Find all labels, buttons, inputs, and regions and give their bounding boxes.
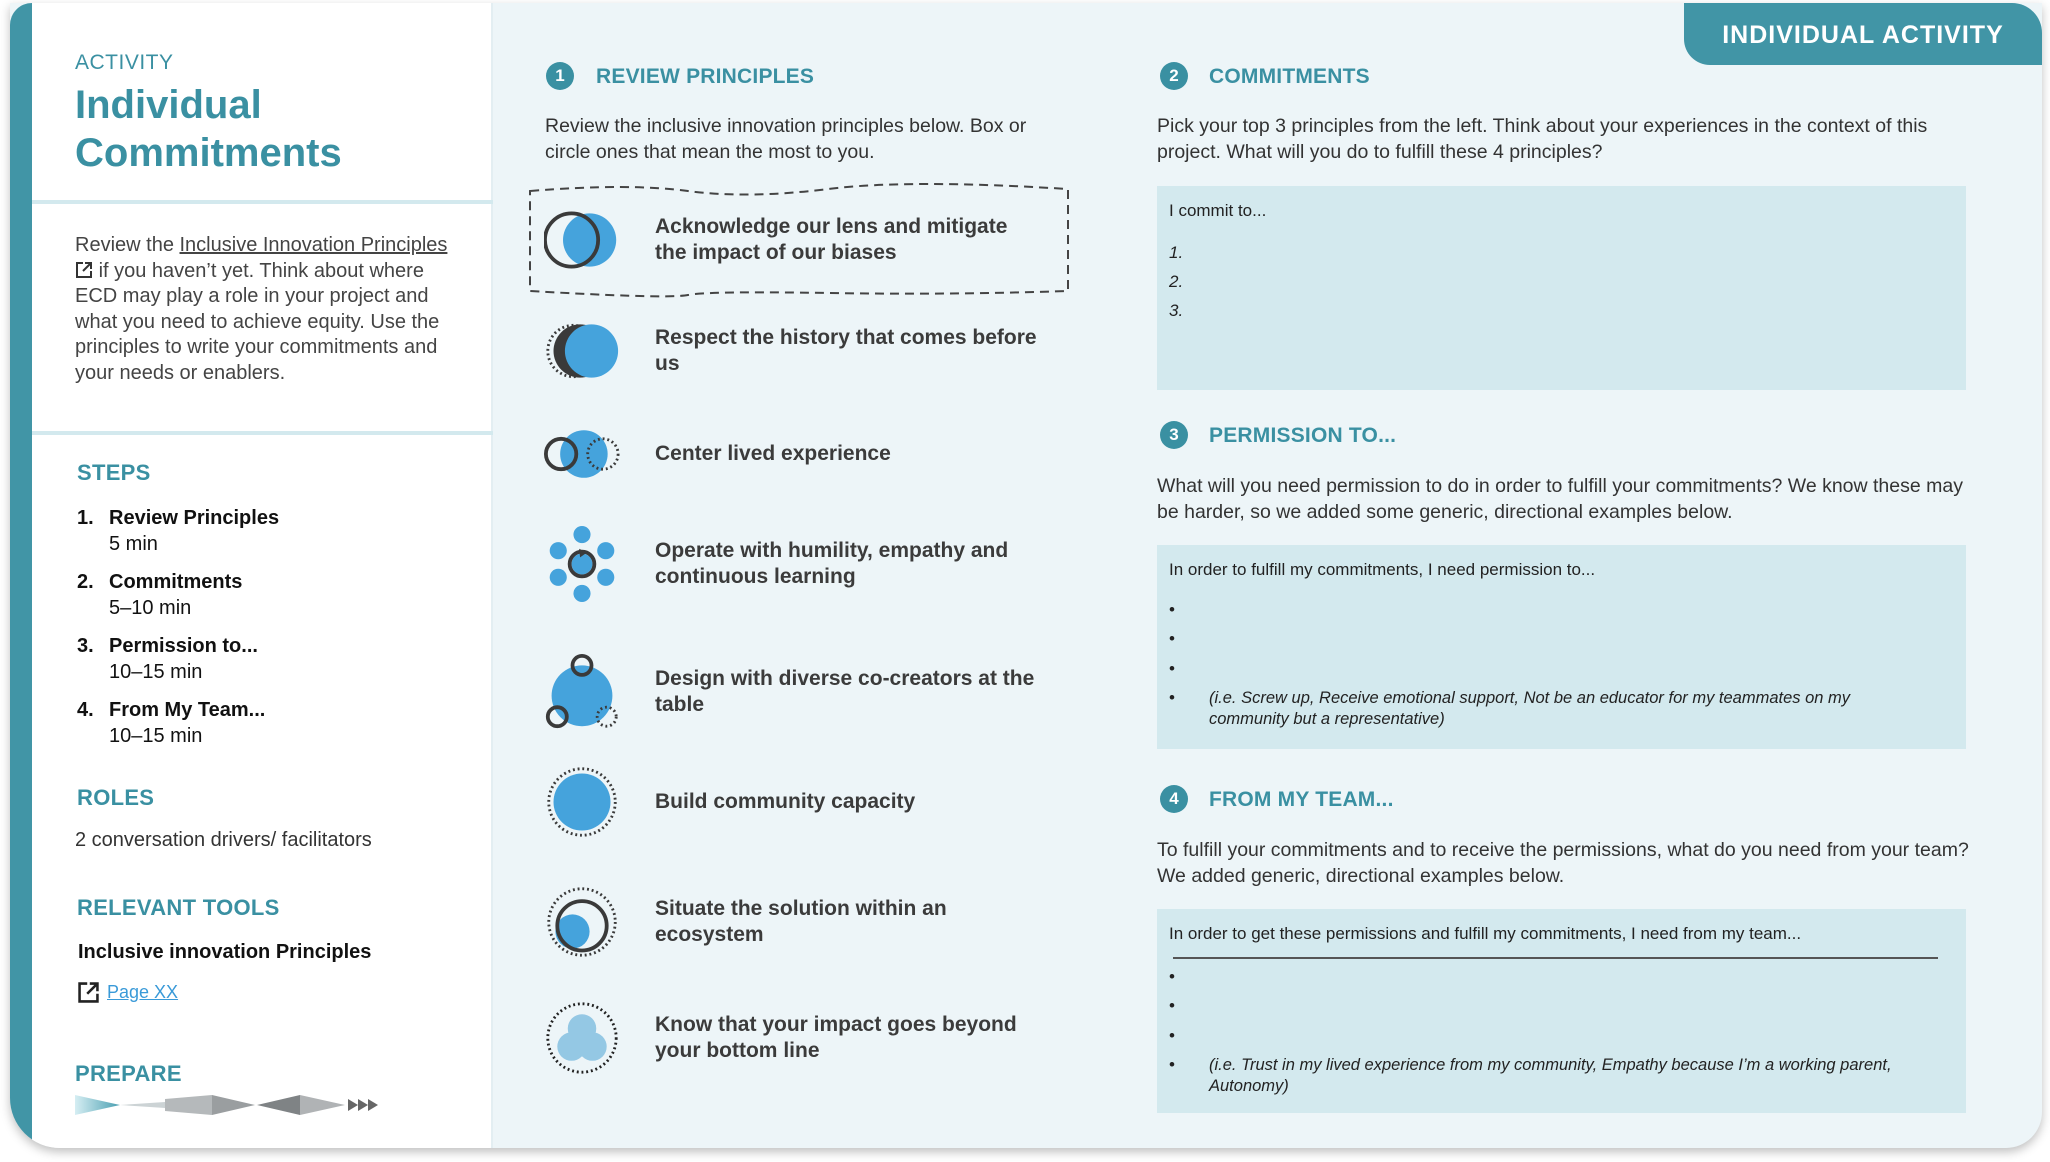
bullet[interactable]: •: [1169, 967, 1175, 986]
external-link-icon[interactable]: [77, 981, 100, 1004]
step-number: 2.: [77, 571, 94, 593]
impact-icon: [544, 1000, 620, 1076]
team-input-box[interactable]: [1157, 909, 1966, 1113]
step-number: 4.: [77, 699, 94, 721]
team-heading: FROM MY TEAM...: [1209, 788, 1394, 811]
principle-item[interactable]: [544, 414, 1044, 494]
principle-item[interactable]: [544, 762, 1044, 842]
commitments-heading: COMMITMENTS: [1209, 65, 1370, 88]
step-time: 10–15 min: [109, 725, 203, 747]
bullet: •: [1169, 688, 1175, 707]
step-title: From My Team...: [109, 699, 266, 721]
principle-text: Build community capacity: [655, 790, 916, 813]
community-icon: [544, 764, 620, 840]
step-time: 10–15 min: [109, 661, 203, 683]
tool-link-row: [77, 981, 178, 1004]
box-heading: In order to get these permissions and fulfill my commitments, I need from my team...: [1169, 924, 1802, 943]
team-intro: To fulfill your commitments and to receive the permissions, what do you need from your team? We added generic, directional examples below.: [1157, 839, 1969, 887]
progress-arrows-graphic: [75, 1093, 385, 1117]
principle-item[interactable]: [544, 882, 1044, 962]
principle-item[interactable]: [544, 311, 1044, 391]
commit-item[interactable]: 1.: [1169, 243, 1184, 262]
sidebar: [32, 3, 493, 1148]
principle-item[interactable]: [544, 200, 1044, 280]
history-icon: [544, 313, 620, 389]
step-title: Review Principles: [109, 507, 280, 529]
step-number: 3.: [77, 635, 94, 657]
page-title: [75, 81, 342, 177]
permission-input-box[interactable]: [1157, 545, 1966, 749]
step-title: Permission to...: [109, 635, 258, 657]
box-heading: I commit to...: [1169, 201, 1267, 220]
step-number-badge: 4: [1160, 785, 1188, 813]
step-number-badge: 3: [1160, 421, 1188, 449]
commitments-intro: Pick your top 3 principles from the left. Think about your experiences in the context of this project. What will you do to fulfill these 4 principles?: [1157, 115, 1928, 163]
ecosystem-icon: [544, 884, 620, 960]
activity-card: [10, 3, 2042, 1148]
lens-icon: [544, 202, 620, 278]
commit-item[interactable]: 2.: [1169, 272, 1184, 291]
underline-divider: [1173, 957, 1938, 959]
step-number: 1.: [77, 507, 94, 529]
box-heading: In order to fulfill my commitments, I need permission to...: [1169, 560, 1596, 579]
desc-text: Review the: [75, 234, 180, 256]
principle-text: Acknowledge our lens and mitigate the impact of our biases: [655, 215, 1008, 264]
commit-input-box[interactable]: [1157, 186, 1966, 390]
divider: [32, 200, 493, 204]
description: [75, 233, 455, 387]
principle-text: Know that your impact goes beyond your bottom line: [655, 1013, 1017, 1062]
bullet[interactable]: •: [1169, 600, 1175, 619]
lived-experience-icon: [544, 416, 620, 492]
activity-label: ACTIVITY: [75, 51, 174, 74]
individual-activity-badge: INDIVIDUAL ACTIVITY: [1684, 3, 2042, 65]
co-creators-icon: [544, 654, 620, 730]
permission-intro: What will you need permission to do in order to fulfill your commitments? We know these may be harder, so we added some generic, directional examples below.: [1157, 475, 1963, 523]
principle-text: Center lived experience: [655, 442, 891, 465]
team-example: (i.e. Trust in my lived experience from my community, Empathy because I’m a working parent, Autonomy): [1209, 1056, 1892, 1095]
commit-item[interactable]: 3.: [1169, 301, 1184, 320]
roles-text: 2 conversation drivers/ facilitators: [75, 829, 372, 851]
principle-text: Design with diverse co-creators at the table: [655, 667, 1035, 716]
permission-example: (i.e. Screw up, Receive emotional support, Not be an educator for my teammates on my community but a representative): [1209, 689, 1851, 728]
bullet: •: [1169, 1055, 1175, 1074]
review-principles-heading: REVIEW PRINCIPLES: [596, 65, 815, 88]
step-time: 5–10 min: [109, 597, 192, 619]
step-number-badge: 2: [1160, 62, 1188, 90]
accent-strip: [10, 3, 32, 1148]
bullet[interactable]: •: [1169, 629, 1175, 648]
desc-text: if you haven’t yet. Think about where ECD may play a role in your project and what you need to achieve equity. Use the principles to write your commitments and your needs or enablers.: [75, 259, 440, 384]
divider: [32, 431, 493, 435]
principle-text: Operate with humility, empathy and continuous learning: [655, 539, 1009, 588]
principle-item[interactable]: [544, 998, 1044, 1078]
bullet[interactable]: •: [1169, 996, 1175, 1015]
roles-heading: ROLES: [77, 785, 155, 810]
title-line: Commitments: [75, 131, 342, 175]
principle-text: Situate the solution within an ecosystem: [655, 897, 947, 946]
step-title: Commitments: [109, 571, 243, 593]
principle-item[interactable]: [544, 652, 1044, 732]
tools-heading: RELEVANT TOOLS: [77, 895, 280, 920]
step-time: 5 min: [109, 533, 158, 555]
step-item: [77, 505, 279, 557]
step-number-badge: 1: [546, 62, 574, 90]
steps-heading: STEPS: [77, 460, 151, 485]
step-item: [77, 569, 242, 621]
external-link-icon[interactable]: [75, 261, 93, 279]
title-line: Individual: [75, 83, 262, 127]
prepare-heading: PREPARE: [75, 1061, 182, 1086]
principles-link[interactable]: Inclusive Innovation Principles: [179, 234, 448, 256]
page-link[interactable]: Page XX: [107, 982, 179, 1002]
tool-name: Inclusive innovation Principles: [78, 941, 372, 963]
bullet[interactable]: •: [1169, 1026, 1175, 1045]
step-item: [77, 633, 258, 685]
principle-text: Respect the history that comes before us: [655, 326, 1037, 375]
bullet[interactable]: •: [1169, 659, 1175, 678]
step-item: [77, 697, 265, 749]
principle-item[interactable]: [544, 524, 1044, 604]
learning-icon: [544, 526, 620, 602]
review-intro: Review the inclusive innovation principles below. Box or circle ones that mean the most to you.: [545, 115, 1027, 163]
permission-heading: PERMISSION TO...: [1209, 424, 1397, 447]
